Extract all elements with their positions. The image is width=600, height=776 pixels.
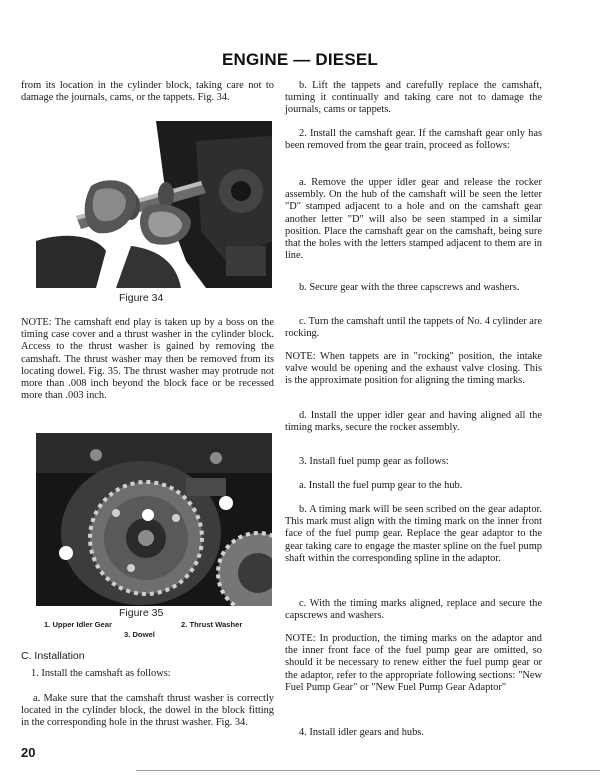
figure-35-legend-item-3: 3. Dowel xyxy=(124,630,155,639)
figure-35-legend-item-1: 1. Upper Idler Gear xyxy=(44,620,112,629)
right-step-3c: c. With the timing marks aligned, replace and secure the capscrews and washers. xyxy=(285,598,542,622)
page-title: ENGINE — DIESEL xyxy=(221,50,379,69)
right-step-3: 3. Install fuel pump gear as follows: xyxy=(299,456,449,467)
right-step-3a: a. Install the fuel pump gear to the hub. xyxy=(299,480,463,491)
right-note-rocking: NOTE: When tappets are in "rocking" position, the intake valve would be opening and the exhaust valve closing. This is the approximate position for aligning the timing marks. xyxy=(285,351,542,387)
figure-35-photo xyxy=(36,433,272,606)
figure-35-caption: Figure 35 xyxy=(119,607,164,619)
right-step-3b: b. A timing mark will be seen scribed on the gear adaptor. This mark must align with the timing mark on the inner front face of the fuel pump gear. Replace the gear adaptor to the gear taking care to engage the master spline on the fuel pump shaft within the corresponding spline in the adaptor. xyxy=(285,504,542,564)
left-step-1a: a. Make sure that the camshaft thrust washer is correctly located in the cylinder block, the dowel in the block fitting in the corresponding hole in the thrust washer. Fig. 34. xyxy=(21,693,274,729)
right-step-2c: c. Turn the camshaft until the tappets of No. 4 cylinder are rocking. xyxy=(285,316,542,340)
figure-34-caption: Figure 34 xyxy=(119,292,164,304)
right-step-b: b. Lift the tappets and carefully replace the camshaft, turning it continually and taking care not to damage the journals, cams or tappets. xyxy=(285,80,542,116)
left-intro-paragraph: from its location in the cylinder block, taking care not to damage the journals, cams, or the tappets. Fig. 34. xyxy=(21,80,274,104)
figure-34-photo xyxy=(36,121,272,288)
left-note-paragraph: NOTE: The camshaft end play is taken up by a boss on the timing case cover and a thrust washer in the cylinder block. Access to the thrust washer is gained by removing the camshaft. The thrust washer may then be removed from its locating dowel. Fig. 35. The thrust washer may protrude not more than .008 inch beyond the block face or be recessed more than .003 inch. xyxy=(21,317,274,402)
right-step-4: 4. Install idler gears and hubs. xyxy=(299,727,424,738)
right-step-2b: b. Secure gear with the three capscrews and washers. xyxy=(299,282,520,293)
figure-35-legend-item-2: 2. Thrust Washer xyxy=(181,620,243,629)
bottom-rule xyxy=(136,770,600,771)
left-step-1: 1. Install the camshaft as follows: xyxy=(31,668,171,679)
page-number: 20 xyxy=(21,745,36,760)
section-heading-installation: C. Installation xyxy=(21,650,85,662)
right-step-2a: a. Remove the upper idler gear and release the rocker assembly. On the hub of the camshaft will be seen the letter "D" stamped adjacent to a hole and on the camshaft gear another letter "D" will also be seen stamped in a similar position. Place the camshaft gear on the camshaft, being sure that the holes with the letters stamped adjacent to them are in line. xyxy=(285,177,542,262)
right-step-2: 2. Install the camshaft gear. If the camshaft gear only has been removed from the gear train, proceed as follows: xyxy=(285,128,542,152)
right-step-2d: d. Install the upper idler gear and having aligned all the timing marks, secure the rocker assembly. xyxy=(285,410,542,434)
right-note-production: NOTE: In production, the timing marks on the adaptor and the inner front face of the fuel pump gear are omitted, so should it be necessary to renew either the fuel pump gear or the adaptor, refer to the appropriate following sections: "New Fuel Pump Gear" or "New Fuel Pump Gear Adaptor" xyxy=(285,633,542,693)
